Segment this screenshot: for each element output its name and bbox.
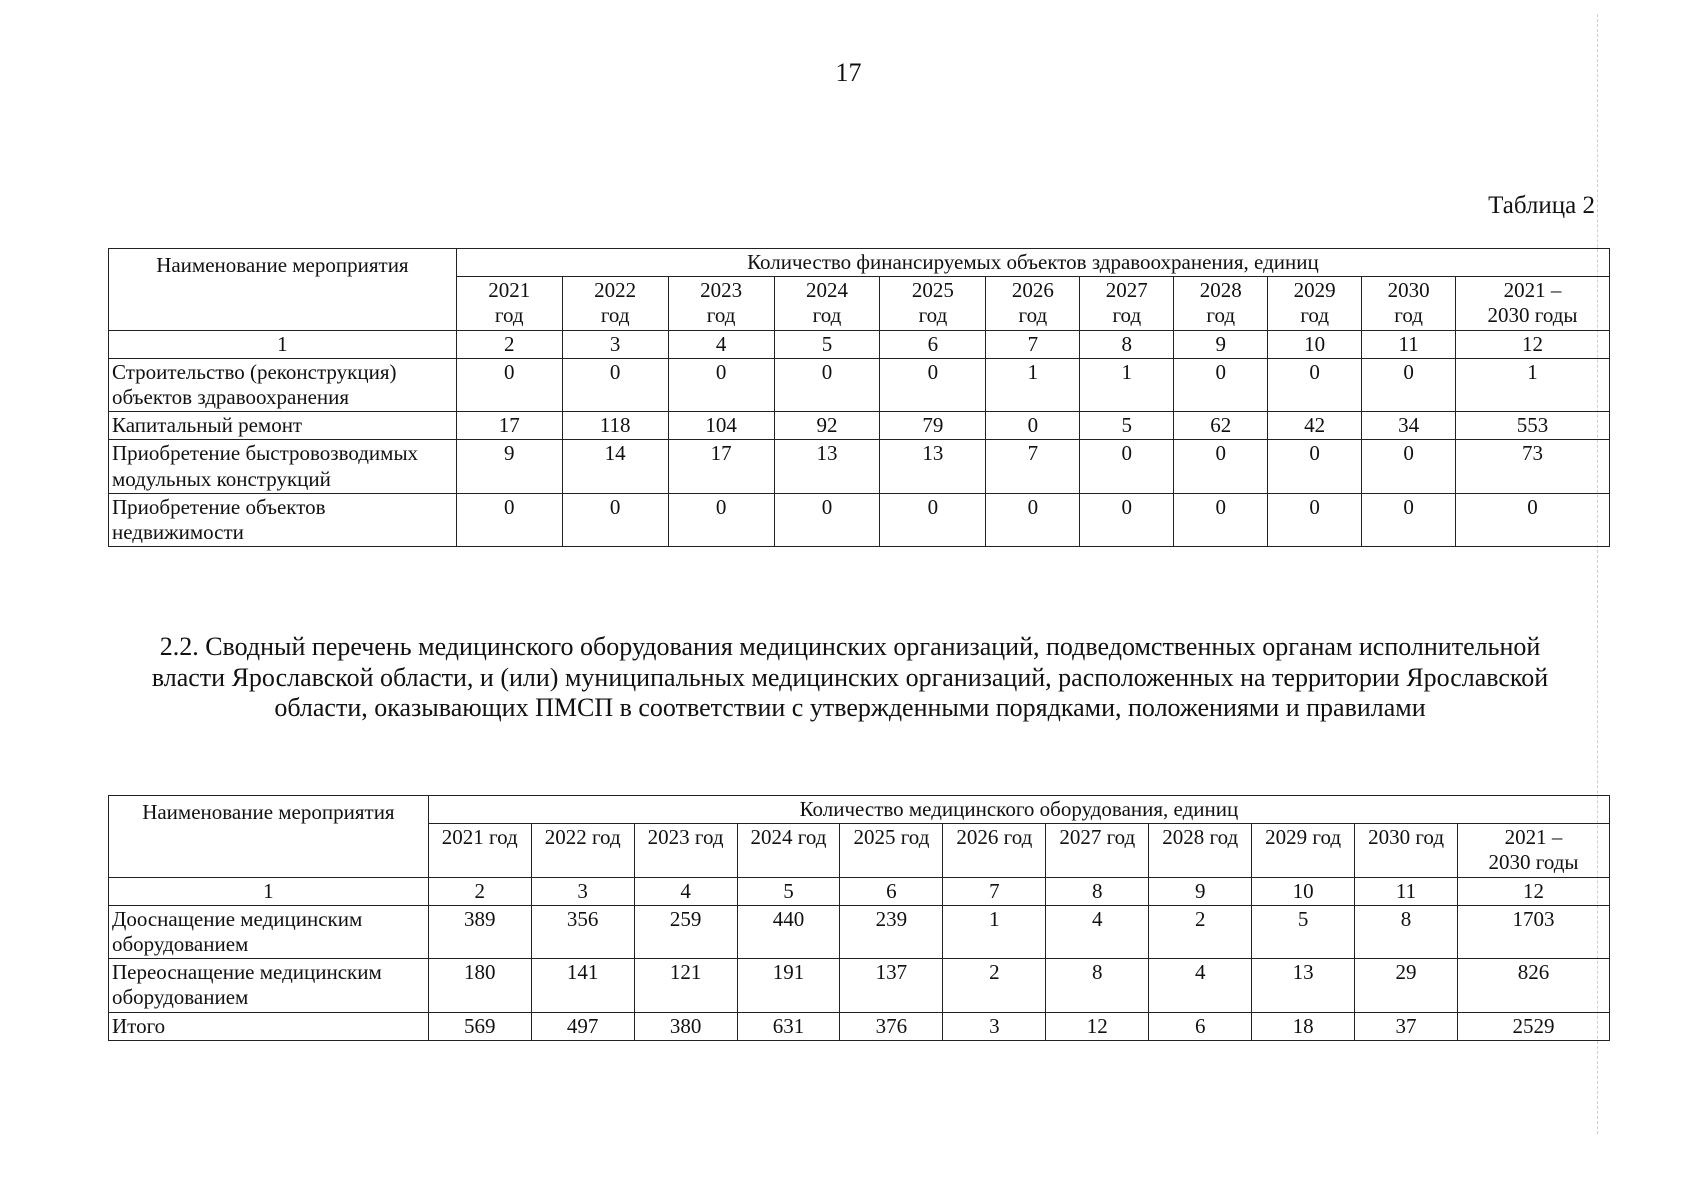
year-header <box>986 277 1080 330</box>
value-cell: 7 <box>986 440 1080 493</box>
value-cell: 3 <box>943 1012 1046 1040</box>
value-cell: 1 <box>986 358 1080 411</box>
year-header <box>1080 277 1174 330</box>
value-cell: 5 <box>1080 412 1174 440</box>
value-cell: 0 <box>880 358 986 411</box>
medical-equipment-table <box>108 795 1610 1041</box>
column-number: 8 <box>1080 330 1174 358</box>
value-cell: 239 <box>840 905 943 958</box>
value-cell: 141 <box>531 959 634 1012</box>
table-row <box>109 358 1610 411</box>
value-cell: 0 <box>668 358 774 411</box>
column-number: 9 <box>1174 330 1268 358</box>
year-header: 2025 год <box>840 824 943 877</box>
year-label: 2023 <box>700 278 743 303</box>
value-cell: 8 <box>1355 905 1458 958</box>
section-heading: 2.2. Сводный перечень медицинского оборудования медицинских организаций, подведомственных органам исполнительной власти Ярославской области, и (или) муниципальных медицинских организаций, расположенных на территории Ярославской области, оказывающих ПМСП в соответствии с утвержденными порядками, положениями и правилами <box>151 632 1549 723</box>
year-header <box>774 277 880 330</box>
value-cell: 389 <box>428 905 531 958</box>
year-label: 2024 <box>806 278 848 303</box>
page-number: 17 <box>835 58 862 87</box>
table-row <box>109 440 1610 493</box>
value-cell: 29 <box>1355 959 1458 1012</box>
column-number: 2 <box>428 877 531 905</box>
table-row <box>109 412 1610 440</box>
value-cell: 17 <box>668 440 774 493</box>
value-cell: 18 <box>1252 1012 1355 1040</box>
year-header <box>1362 277 1456 330</box>
value-cell: 13 <box>1252 959 1355 1012</box>
column-number: 4 <box>634 877 737 905</box>
year-label: 2027 <box>1105 278 1148 303</box>
year-label: 2021 – <box>1503 278 1562 303</box>
year-unit: год <box>1206 303 1236 328</box>
value-cell: 0 <box>1362 358 1456 411</box>
name-header: Наименование мероприятия <box>109 249 457 331</box>
column-number: 11 <box>1355 877 1458 905</box>
year-header <box>668 277 774 330</box>
value-cell: 259 <box>634 905 737 958</box>
value-cell: 137 <box>840 959 943 1012</box>
value-cell: 0 <box>668 493 774 546</box>
value-cell: 17 <box>456 412 562 440</box>
year-header: 2026 год <box>943 824 1046 877</box>
value-cell: 0 <box>1268 440 1362 493</box>
year-header <box>562 277 668 330</box>
year-label: 2021 <box>488 278 531 303</box>
total-header-line1: 2021 – <box>1504 825 1563 850</box>
year-header: 2028 год <box>1149 824 1252 877</box>
value-cell: 4 <box>1149 959 1252 1012</box>
value-cell: 8 <box>1046 959 1149 1012</box>
row-name: Приобретение быстровозводимых модульных конструкций <box>109 440 457 493</box>
value-cell: 1703 <box>1458 905 1610 958</box>
value-cell: 0 <box>1174 440 1268 493</box>
column-number: 5 <box>737 877 840 905</box>
column-number: 9 <box>1149 877 1252 905</box>
column-number: 3 <box>562 330 668 358</box>
year-header: 2029 год <box>1252 824 1355 877</box>
column-number: 1 <box>109 330 457 358</box>
table-caption: Таблица 2 <box>1488 192 1595 219</box>
column-number: 11 <box>1362 330 1456 358</box>
value-cell: 631 <box>737 1012 840 1040</box>
column-number: 3 <box>531 877 634 905</box>
year-header <box>880 277 986 330</box>
value-cell: 0 <box>1174 493 1268 546</box>
year-label: 2026 <box>1011 278 1054 303</box>
value-cell: 191 <box>737 959 840 1012</box>
row-name: Капитальный ремонт <box>109 412 457 440</box>
value-cell: 118 <box>562 412 668 440</box>
value-cell: 6 <box>1149 1012 1252 1040</box>
value-cell: 0 <box>562 358 668 411</box>
year-header <box>456 277 562 330</box>
value-cell: 1 <box>1456 358 1610 411</box>
year-label: 2030 <box>1387 278 1430 303</box>
column-number: 7 <box>943 877 1046 905</box>
value-cell: 1 <box>943 905 1046 958</box>
value-cell: 79 <box>880 412 986 440</box>
year-header: 2027 год <box>1046 824 1149 877</box>
column-number: 4 <box>668 330 774 358</box>
year-header: 2021 год <box>428 824 531 877</box>
header-row <box>109 249 1610 277</box>
value-cell: 9 <box>456 440 562 493</box>
value-cell: 104 <box>668 412 774 440</box>
value-cell: 0 <box>774 493 880 546</box>
year-header: 2022 год <box>531 824 634 877</box>
value-cell: 5 <box>1252 905 1355 958</box>
value-cell: 0 <box>1456 493 1610 546</box>
value-cell: 0 <box>1080 493 1174 546</box>
column-number: 8 <box>1046 877 1149 905</box>
value-cell: 2529 <box>1458 1012 1610 1040</box>
row-name: Приобретение объектов недвижимости <box>109 493 457 546</box>
column-number: 6 <box>840 877 943 905</box>
value-cell: 380 <box>634 1012 737 1040</box>
total-header <box>1458 824 1610 877</box>
year-header <box>1174 277 1268 330</box>
value-cell: 0 <box>986 493 1080 546</box>
value-cell: 180 <box>428 959 531 1012</box>
row-name: Переоснащение медицинским оборудованием <box>109 959 429 1012</box>
year-unit: 2030 годы <box>1487 303 1578 328</box>
value-cell: 92 <box>774 412 880 440</box>
row-name: Дооснащение медицинским оборудованием <box>109 905 429 958</box>
year-label: 2022 <box>594 278 637 303</box>
value-cell: 0 <box>1268 358 1362 411</box>
column-number: 6 <box>880 330 986 358</box>
row-name: Строительство (реконструкция) объектов здравоохранения <box>109 358 457 411</box>
name-header: Наименование мероприятия <box>109 796 429 878</box>
column-number-row <box>109 330 1610 358</box>
column-number: 12 <box>1458 877 1610 905</box>
value-cell: 12 <box>1046 1012 1149 1040</box>
value-cell: 497 <box>531 1012 634 1040</box>
table-row <box>109 905 1610 958</box>
value-cell: 13 <box>880 440 986 493</box>
value-cell: 0 <box>986 412 1080 440</box>
value-cell: 121 <box>634 959 737 1012</box>
column-number-row <box>109 877 1610 905</box>
column-number: 2 <box>456 330 562 358</box>
value-cell: 0 <box>1268 493 1362 546</box>
group-header: Количество медицинского оборудования, единиц <box>428 796 1609 824</box>
value-cell: 0 <box>880 493 986 546</box>
value-cell: 42 <box>1268 412 1362 440</box>
total-header-line2: 2030 годы <box>1488 850 1579 875</box>
column-number: 5 <box>774 330 880 358</box>
value-cell: 0 <box>774 358 880 411</box>
value-cell: 0 <box>1174 358 1268 411</box>
row-name: Итого <box>109 1012 429 1040</box>
table-row <box>109 493 1610 546</box>
year-unit: год <box>1300 303 1329 328</box>
value-cell: 0 <box>562 493 668 546</box>
year-unit: год <box>918 303 948 328</box>
financed-facilities-table <box>108 248 1610 547</box>
value-cell: 0 <box>456 493 562 546</box>
value-cell: 73 <box>1456 440 1610 493</box>
column-number: 10 <box>1252 877 1355 905</box>
value-cell: 4 <box>1046 905 1149 958</box>
value-cell: 34 <box>1362 412 1456 440</box>
year-unit: год <box>494 303 524 328</box>
value-cell: 569 <box>428 1012 531 1040</box>
year-label: 2025 <box>911 278 954 303</box>
column-number: 10 <box>1268 330 1362 358</box>
year-label: 2028 <box>1199 278 1242 303</box>
year-header: 2024 год <box>737 824 840 877</box>
value-cell: 1 <box>1080 358 1174 411</box>
value-cell: 37 <box>1355 1012 1458 1040</box>
year-unit: год <box>812 303 842 328</box>
year-unit: год <box>1018 303 1048 328</box>
column-number: 1 <box>109 877 429 905</box>
value-cell: 13 <box>774 440 880 493</box>
value-cell: 0 <box>1362 440 1456 493</box>
year-unit: год <box>600 303 630 328</box>
value-cell: 553 <box>1456 412 1610 440</box>
value-cell: 376 <box>840 1012 943 1040</box>
value-cell: 0 <box>1080 440 1174 493</box>
year-unit: год <box>1112 303 1142 328</box>
year-unit: год <box>706 303 736 328</box>
value-cell: 0 <box>1362 493 1456 546</box>
value-cell: 62 <box>1174 412 1268 440</box>
table-row <box>109 1012 1610 1040</box>
year-unit: год <box>1394 303 1423 328</box>
year-header: 2030 год <box>1355 824 1458 877</box>
value-cell: 2 <box>1149 905 1252 958</box>
value-cell: 0 <box>456 358 562 411</box>
value-cell: 356 <box>531 905 634 958</box>
header-row <box>109 796 1610 824</box>
value-cell: 826 <box>1458 959 1610 1012</box>
group-header: Количество финансируемых объектов здравоохранения, единиц <box>456 249 1609 277</box>
year-header <box>1268 277 1362 330</box>
value-cell: 2 <box>943 959 1046 1012</box>
year-header <box>1456 277 1610 330</box>
column-number: 7 <box>986 330 1080 358</box>
value-cell: 14 <box>562 440 668 493</box>
table-row <box>109 959 1610 1012</box>
value-cell: 440 <box>737 905 840 958</box>
year-header: 2023 год <box>634 824 737 877</box>
column-number: 12 <box>1456 330 1610 358</box>
year-label: 2029 <box>1293 278 1336 303</box>
